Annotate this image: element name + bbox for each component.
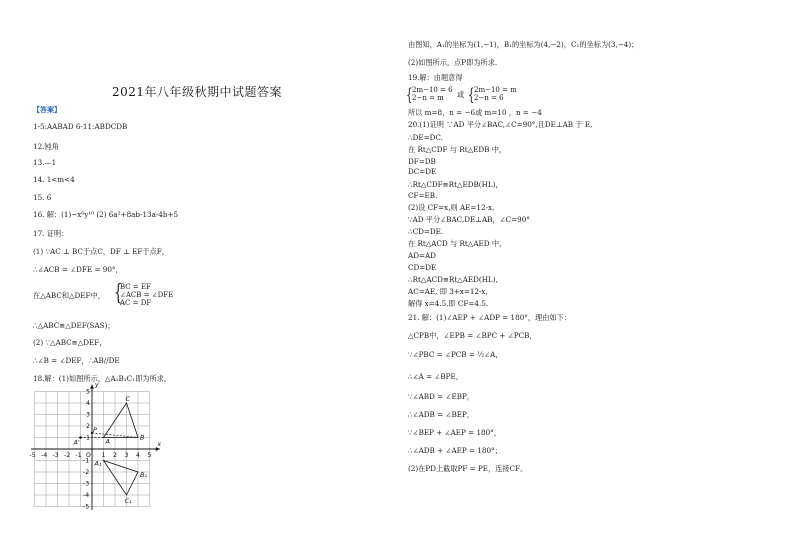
y-axis-arrow [90,385,94,389]
y-tick-label: 2 [86,423,90,430]
label-a: A [105,437,110,446]
left-line-6: 17. 证明： [33,229,69,238]
right-line-23: ∴∠A = ∠BPE， [408,372,463,381]
x-tick-label: 3 [124,452,129,459]
system-17-eq2: ∠ACB = ∠DFE [120,291,174,299]
right-line-25: ∴∠ADB = ∠BEP， [408,410,474,419]
left-line-12: ∴∠B = ∠DEF，∴AB//DE [33,356,120,365]
right-line-4: 20.(1)证明 ∵AD 平分∠BAC,∠C=90°,且DE⊥AB 于 E, [408,120,593,129]
left-line-11: (2) ∵△ABC≌△DEF， [33,338,107,347]
label-b: B [140,433,145,442]
left-line-8: ∴∠ACB = ∠DFE = 90°， [33,265,123,274]
right-line-20: 21. 解：(1)∠AEP + ∠ADP = 180°，理由如下： [408,313,572,322]
system-19b [474,86,517,102]
left-line-3: 14. 1<m<4 [33,175,75,184]
x-tick-label: 4 [136,452,140,459]
system-17-eq3: AC = DF [120,299,152,307]
label-a-prime: A' [73,438,80,447]
x-tick-label: 2 [113,452,117,459]
system-19a-eq2: 2−n = m [412,94,444,102]
x-axis-label: x [157,441,162,448]
right-line-28: (2)在PD上截取PF = PE，连接CF。 [408,464,528,473]
brace-17: { [114,281,123,306]
right-line-11: (2)设 CF=x,则 AE=12-x, [408,203,495,212]
right-line-21: △CPB中，∠EPB = ∠BPC + ∠PCB， [408,331,537,340]
y-tick-label: 1 [86,434,90,442]
system-17 [120,283,173,307]
y-axis-label: y [95,381,99,389]
right-line-6: 在 Rt△CDF 与 Rt△EDB 中， [408,145,507,154]
page-title: 2021年八年级秋期中试题答案 [112,85,283,99]
triangle-abc [104,403,139,438]
system-19a [412,86,453,102]
right-line-27: ∴∠ADB + ∠AEP = 180°； [408,446,502,455]
left-line-4: 15. 6 [33,193,52,202]
label-a1: A₁ [94,459,102,468]
left-line-2: 13.—1 [33,158,57,167]
y-tick-label: -1 [83,457,90,465]
brace-19b: { [468,85,475,105]
y-tick-label: 3 [86,411,90,419]
coordinate-graph [28,381,168,513]
x-tick-label: -5 [29,452,36,459]
right-line-5: ∴DE=DC. [408,133,443,142]
y-tick-label: 5 [86,388,90,396]
system-19b-eq1: 2m−10 = m [474,86,517,94]
label-c: C [125,395,131,403]
brace-19a: { [406,85,413,105]
right-line-2: 19.解：由题意得 [408,73,463,82]
right-line-13: ∴CD=DE. [408,227,444,236]
x-tick-label: -4 [41,452,48,459]
right-line-22: ∵∠PBC = ∠PCB = ½∠A， [408,350,503,359]
label-c1: C₁ [124,497,132,505]
x-tick-label: -2 [64,452,71,459]
y-tick-label: -2 [83,469,90,476]
right-line-17: ∴Rt△ACD≌Rt△AED(HL), [408,275,498,284]
y-tick-label: -4 [83,492,90,499]
label-b1: B₁ [140,471,148,479]
x-tick-label: -3 [52,452,59,459]
y-tick-label: 4 [86,400,90,407]
right-line-8: DC=DE [408,167,437,176]
x-tick-label: O [86,452,91,459]
right-line-15: AD=AD [408,251,436,260]
y-tick-label: -5 [83,503,90,511]
right-line-9: ∴Rt△CDF≌Rt△EDB(HL)， [408,180,503,189]
right-line-10: CF=EB. [408,191,438,200]
right-line-24: ∵∠ABD = ∠EBP， [408,392,474,401]
left-line-5: 16. 解：(1)−x⁶y¹⁰ (2) 6a²+8ab-13a-4b+5 [33,210,179,219]
left-line-1: 12.钝角 [33,142,59,151]
x-tick-label: 5 [147,452,152,459]
system-19b-eq2: 2−n = 6 [474,94,504,102]
right-line-7: DF=DB [408,157,436,166]
label-p: P [93,425,97,434]
right-line-18: AC=AE, 即 3+x=12-x, [408,287,488,296]
answer-tag: 【答案】 [33,107,61,114]
system-19a-eq1: 2m−10 = 6 [412,86,453,94]
left-line-9: 在△ABC和△DEF中， [33,291,105,300]
y-tick-label: -3 [83,480,90,488]
right-line-0: 由图知，A₁的坐标为(1,−1)，B₁的坐标为(4,−2)，C₁的坐标为(3,−4)； [408,40,639,49]
left-line-13: 18.解：(1)如图所示，△A₁B₁C₁即为所求， [33,374,172,383]
left-line-10: ∴△ABC≌△DEF(SAS)； [33,321,115,330]
system-19-or: 或 [457,90,465,99]
right-line-12: ∵AD 平分∠BAC,DE⊥AB，∠C=90° [408,215,530,224]
system-17-eq1: BC = EF [120,283,151,291]
right-line-1: (2)如图所示，点P即为所求. [408,58,498,67]
right-line-19: 解得 x=4.5,即 CF=4.5. [408,299,489,308]
left-line-0: 1-5:AABAD 6-11:ABDCDB [33,122,128,131]
x-tick-label: 1 [101,452,106,459]
right-line-3: 所以 m=8，n = −6或 m=10 ，n = −4 [408,108,542,117]
right-line-16: CD=DE [408,263,437,272]
left-line-7: (1) ∵AC ⊥ BC于点C，DF ⊥ EF于点F， [33,247,169,256]
right-line-26: ∵∠BEP + ∠AEP = 180°， [408,428,501,437]
x-tick-label: -1 [75,452,82,459]
right-line-14: 在 Rt△ACD 与 Rt△AED 中， [408,239,507,248]
triangle-a1b1c1 [104,461,139,496]
